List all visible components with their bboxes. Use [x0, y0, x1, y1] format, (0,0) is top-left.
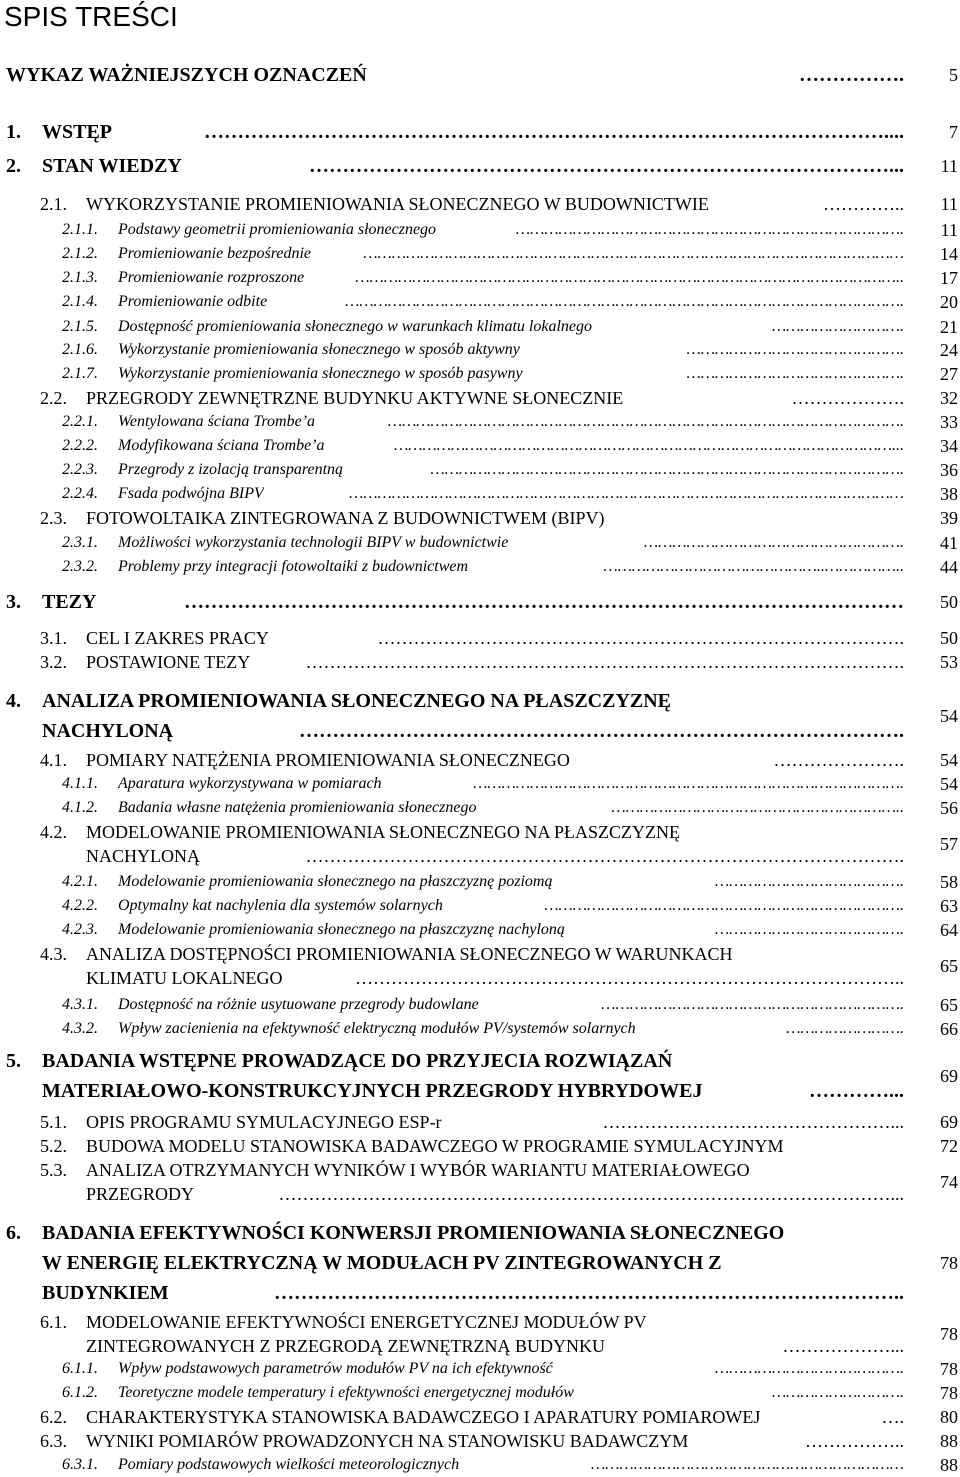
- toc-entry[interactable]: [0, 315, 960, 339]
- toc-entry[interactable]: [0, 1046, 960, 1106]
- toc-entry[interactable]: [0, 338, 960, 362]
- toc-entry-page: 32: [940, 388, 958, 408]
- toc-entry-number: 6.1.1.: [62, 1360, 98, 1377]
- toc-entry-title: BUDYNKIEM: [42, 1282, 169, 1304]
- toc-entry-page: 88: [940, 1455, 958, 1475]
- toc-entry-page: 34: [940, 436, 958, 456]
- toc-entry[interactable]: [0, 555, 960, 579]
- toc-entry-title: Dostępność promieniowania słonecznego w warunkach klimatu lokalnego: [118, 318, 593, 335]
- toc-entry-title: BADANIA EFEKTYWNOŚCI KONWERSJI PROMIENIOWANIA SŁONECZNEGO: [42, 1222, 785, 1244]
- toc-entry-title: Badania własne natężenia promieniowania słonecznego: [118, 799, 477, 816]
- toc-entry-title: KLIMATU LOKALNEGO: [86, 968, 283, 988]
- toc-entry[interactable]: [0, 62, 960, 88]
- toc-entry-title: Wentylowana ściana Trombe’a: [118, 413, 316, 430]
- toc-entry-leader: ………………………………………………………………………………..: [355, 968, 904, 988]
- toc-entry-page: 69: [940, 1112, 958, 1132]
- toc-entry-number: 6.1.2.: [62, 1384, 98, 1401]
- toc-entry[interactable]: [0, 290, 960, 314]
- toc-entry[interactable]: [0, 218, 960, 242]
- toc-entry-page: 88: [940, 1431, 958, 1451]
- toc-entry-title: Aparatura wykorzystywana w pomiarach: [118, 775, 382, 792]
- toc-entry-page: 63: [940, 896, 958, 916]
- toc-entry-leader: ……………………………………………………..: [611, 799, 904, 816]
- toc-entry-leader: ……………………………………………………………………………….: [299, 720, 904, 742]
- toc-entry-leader: ……………………………………………………………………………………………….: [387, 413, 904, 430]
- toc-entry[interactable]: [0, 1134, 960, 1158]
- toc-entry-page: 7: [949, 122, 958, 142]
- toc-entry[interactable]: [0, 796, 960, 820]
- toc-entry-leader: ……………………………………………………………………………………………...: [394, 437, 904, 454]
- toc-entry-leader: …………………………………………………………………………………………...: [278, 1184, 904, 1204]
- toc-entry-number: 2.1.: [40, 194, 67, 214]
- toc-entry-page: 56: [940, 798, 958, 818]
- toc-entry-title: W ENERGIĘ ELEKTRYCZNĄ W MODUŁACH PV ZINTEGROWANYCH Z: [42, 1252, 722, 1274]
- toc-entry-page: 50: [940, 628, 958, 648]
- toc-entry-title: TEZY: [42, 591, 97, 613]
- toc-entry-page: 14: [940, 244, 958, 264]
- toc-entry-number: 2.3.: [40, 508, 67, 528]
- toc-entry-title: Promieniowanie bezpośrednie: [118, 245, 312, 262]
- toc-entry-leader: ……………….: [791, 388, 904, 408]
- toc-entry-page: 33: [940, 412, 958, 432]
- toc-entry[interactable]: [0, 1381, 960, 1405]
- toc-entry-page: 65: [940, 956, 958, 976]
- toc-entry[interactable]: [0, 1310, 960, 1358]
- toc-entry-page: 65: [940, 995, 958, 1015]
- toc-entry[interactable]: [0, 1110, 960, 1134]
- toc-entry-number: 4.2.1.: [62, 873, 98, 890]
- toc-entry[interactable]: [0, 410, 960, 434]
- toc-entry[interactable]: [0, 266, 960, 290]
- toc-entry-title: Podstawy geometrii promieniowania słonecznego: [118, 221, 437, 238]
- toc-entry-number: 2.2.1.: [62, 413, 98, 430]
- toc-entry-number: 5.1.: [40, 1112, 67, 1132]
- toc-entry-leader: …………….: [799, 64, 904, 86]
- toc-entry-number: 5.3.: [40, 1160, 67, 1180]
- toc-entry-title: STAN WIEDZY: [42, 155, 182, 177]
- toc-entry-page: 78: [940, 1324, 958, 1344]
- toc-entry[interactable]: [0, 1218, 960, 1308]
- toc-entry-title: Wykorzystanie promieniowania słonecznego w sposób pasywny: [118, 365, 523, 382]
- toc-entry-title: Modelowanie promieniowania słonecznego na płaszczyznę nachyloną: [118, 921, 565, 938]
- toc-entry-title: Możliwości wykorzystania technologii BIPV w budownictwie: [118, 534, 509, 551]
- toc-entry-number: 4.1.: [40, 750, 67, 770]
- toc-entry-title: Problemy przy integracji fotowoltaiki z budownictwem: [118, 558, 469, 575]
- toc-entry[interactable]: [0, 434, 960, 458]
- toc-entry[interactable]: [0, 1453, 960, 1477]
- toc-entry-title: NACHYLONĄ: [86, 846, 200, 866]
- toc-entry-title: CHARAKTERYSTYKA STANOWISKA BADAWCZEGO I APARATURY POMIAROWEJ: [86, 1407, 761, 1427]
- toc-entry[interactable]: [0, 1429, 960, 1453]
- toc-entry-title: ZINTEGROWANYCH Z PRZEGRODĄ ZEWNĘTRZNĄ BUDYNKU: [86, 1336, 605, 1356]
- toc-entry-number: 6.1.: [40, 1312, 67, 1332]
- toc-entry-title: CEL I ZAKRES PRACY: [86, 628, 269, 648]
- toc-entry-leader: ……………………………………….: [686, 365, 904, 382]
- toc-entry-title: Przegrody z izolacją transparentną: [118, 461, 344, 478]
- toc-entry-title: Teoretyczne modele temperatury i efektywności energetycznej modułów: [118, 1384, 574, 1401]
- toc-entry-leader: …………………………………………………………………………….: [377, 628, 904, 648]
- toc-entry-page: 58: [940, 872, 958, 892]
- toc-entry-page: 80: [940, 1407, 958, 1427]
- toc-entry-leader: ……………………………………………………………………….: [515, 221, 904, 238]
- toc-entry-page: 5: [949, 65, 958, 85]
- toc-entry[interactable]: [0, 531, 960, 555]
- toc-entry-title: MODELOWANIE PROMIENIOWANIA SŁONECZNEGO NA PŁASZCZYZNĘ: [86, 822, 680, 842]
- toc-entry-number: 4.: [6, 690, 21, 712]
- toc-entry-leader: …………………………………………………………………………………..: [274, 1282, 904, 1304]
- toc-entry[interactable]: [0, 458, 960, 482]
- toc-entry[interactable]: [0, 362, 960, 386]
- toc-entry-page: 44: [940, 557, 958, 577]
- toc-entry-number: 4.3.2.: [62, 1020, 98, 1037]
- toc-entry-leader: ……………………….: [771, 318, 904, 335]
- toc-entry-title: Promieniowanie odbite: [118, 293, 268, 310]
- toc-entry-leader: ….: [881, 1407, 904, 1427]
- toc-entry-number: 2.2.3.: [62, 461, 98, 478]
- toc-entry[interactable]: [0, 870, 960, 894]
- toc-entry[interactable]: [0, 1158, 960, 1206]
- toc-entry-leader: …………...: [809, 1080, 904, 1102]
- toc-entry-page: 78: [940, 1359, 958, 1379]
- toc-entry-number: 2.1.7.: [62, 365, 98, 382]
- toc-entry-title: Wpływ zacienienia na efektywność elektryczną modułów PV/systemów solarnych: [118, 1020, 636, 1037]
- toc-entry-number: 3.1.: [40, 628, 67, 648]
- toc-entry-page: 21: [940, 317, 958, 337]
- toc-entry-number: 1.: [6, 121, 21, 143]
- toc-entry-number: 6.: [6, 1222, 21, 1244]
- toc-entry-page: 24: [940, 340, 958, 360]
- toc-entry[interactable]: [0, 1357, 960, 1381]
- toc-entry-leader: ………………………………….: [715, 1360, 904, 1377]
- toc-entry-leader: ……………………………………………….: [643, 534, 904, 551]
- toc-entry-number: 4.1.1.: [62, 775, 98, 792]
- toc-entry-title: POMIARY NATĘŻENIA PROMIENIOWANIA SŁONECZNEGO: [86, 750, 570, 770]
- toc-entry-title: WYKORZYSTANIE PROMIENIOWANIA SŁONECZNEGO W BUDOWNICTWIE: [86, 194, 709, 214]
- toc-entry-leader: ……………………………………………………………………………………….: [305, 652, 904, 672]
- toc-entry-page: 11: [940, 156, 958, 176]
- toc-entry-page: 11: [940, 220, 958, 240]
- toc-entry[interactable]: [0, 121, 960, 143]
- toc-entry-title: FOTOWOLTAIKA ZINTEGROWANA Z BUDOWNICTWEM (BIPV): [86, 508, 605, 528]
- toc-entry-leader: ……………………………………….: [686, 341, 904, 358]
- toc-entry[interactable]: [0, 386, 960, 410]
- toc-entry-number: 2.1.4.: [62, 293, 98, 310]
- toc-entry-leader: ……………………………………………………………………………………………………..: [355, 269, 904, 286]
- toc-entry-page: 36: [940, 460, 958, 480]
- toc-entry-title: Promieniowanie rozproszone: [118, 269, 305, 286]
- toc-entry-title: Pomiary podstawowych wielkości meteorologicznych: [118, 1456, 460, 1473]
- toc-entry-number: 3.2.: [40, 652, 67, 672]
- toc-entry-title: Modyfikowana ściana Trombe’a: [118, 437, 325, 454]
- toc-entry-title: BADANIA WSTĘPNE PROWADZĄCE DO PRZYJECIA ROZWIĄZAŃ: [42, 1050, 673, 1072]
- toc-entry[interactable]: [0, 942, 960, 990]
- toc-entry-leader: ……………………………………………………………………………………….: [305, 846, 904, 866]
- toc-entry-number: 4.2.2.: [62, 897, 98, 914]
- toc-entry-title: NACHYLONĄ: [42, 720, 174, 742]
- toc-entry-title: BUDOWA MODELU STANOWISKA BADAWCZEGO W PROGRAMIE SYMULACYJNYM: [86, 1136, 784, 1156]
- toc-entry-title: POSTAWIONE TEZY: [86, 652, 251, 672]
- toc-entry-leader: …………………………………………………………………………………………....: [204, 121, 904, 143]
- toc-entry-number: 5.2.: [40, 1136, 67, 1156]
- toc-entry-number: 4.3.1.: [62, 996, 98, 1013]
- toc-entry-title: OPIS PROGRAMU SYMULACYJNEGO ESP-r: [86, 1112, 442, 1132]
- page-title: SPIS TREŚCI: [4, 1, 178, 32]
- toc-entry-number: 4.3.: [40, 944, 67, 964]
- toc-entry-leader: ……………………………………………………….: [601, 996, 904, 1013]
- toc-entry-number: 2.1.5.: [62, 318, 98, 335]
- toc-entry[interactable]: [0, 993, 960, 1017]
- toc-entry-leader: …………………………………………...: [602, 1112, 904, 1132]
- toc-entry-title: ANALIZA OTRZYMANYCH WYNIKÓW I WYBÓR WARIANTU MATERIAŁOWEGO: [86, 1160, 750, 1180]
- toc-entry[interactable]: [0, 626, 960, 650]
- toc-entry-page: 78: [940, 1253, 958, 1273]
- toc-entry[interactable]: [0, 155, 960, 177]
- toc-entry-page: 38: [940, 484, 958, 504]
- toc-entry-page: 78: [940, 1383, 958, 1403]
- toc-entry-leader: …………..: [823, 194, 904, 214]
- toc-entry-number: 2.: [6, 155, 21, 177]
- toc-entry-leader: ………………………………….: [715, 873, 904, 890]
- toc-entry[interactable]: [0, 506, 960, 530]
- toc-entry-number: 4.2.3.: [62, 921, 98, 938]
- toc-entry[interactable]: [0, 772, 960, 796]
- toc-entry-number: 2.2.4.: [62, 485, 98, 502]
- toc-entry-page: 54: [940, 750, 958, 770]
- toc-entry-number: 4.1.2.: [62, 799, 98, 816]
- toc-entry-page: 74: [940, 1172, 958, 1192]
- toc-entry[interactable]: [0, 242, 960, 266]
- toc-entry-leader: …………………….: [786, 1020, 904, 1037]
- toc-entry[interactable]: [0, 894, 960, 918]
- toc-entry-page: 41: [940, 533, 958, 553]
- toc-entry[interactable]: [0, 590, 960, 614]
- toc-entry-number: 2.1.2.: [62, 245, 98, 262]
- toc-entry-title: Dostępność na różnie usytuowane przegrody budowlane: [118, 996, 479, 1013]
- toc-entry-title: ANALIZA PROMIENIOWANIA SŁONECZNEGO NA PŁASZCZYZNĘ: [42, 690, 672, 712]
- toc-entry-number: 4.2.: [40, 822, 67, 842]
- toc-entry-title: Fsada podwójna BIPV: [118, 485, 264, 502]
- toc-entry-number: 3.: [6, 591, 21, 613]
- toc-entry-leader: ……………………….: [771, 1384, 904, 1401]
- toc-entry-title: MATERIAŁOWO-KONSTRUKCYJNYCH PRZEGRODY HYBRYDOWEJ: [42, 1080, 703, 1102]
- toc-entry-number: 2.3.1.: [62, 534, 98, 551]
- toc-entry-title: PRZEGRODY ZEWNĘTRZNE BUDYNKU AKTYWNE SŁONECZNIE: [86, 388, 624, 408]
- toc-entry-leader: ………………………………………………………………………………………………………: [349, 485, 904, 502]
- toc-entry-page: 11: [940, 194, 958, 214]
- toc-entry[interactable]: [0, 820, 960, 868]
- toc-entry-page: 64: [940, 920, 958, 940]
- toc-entry-page: 39: [940, 508, 958, 528]
- toc-entry-leader: ……………………………………………………………………………………….: [430, 461, 904, 478]
- toc-entry-page: 53: [940, 652, 958, 672]
- toc-entry-title: WYNIKI POMIARÓW PROWADZONYCH NA STANOWISKU BADAWCZYM: [86, 1431, 689, 1451]
- toc-entry-leader: ………………………………………..……………..: [603, 558, 904, 575]
- toc-entry[interactable]: [0, 482, 960, 506]
- toc-entry-number: 2.1.3.: [62, 269, 98, 286]
- toc-entry-leader: ……………………………………………………………………………...: [309, 155, 904, 177]
- toc-entry-number: 2.2.: [40, 388, 67, 408]
- toc-entry-leader: ……………………………………………………………………………………………………: [363, 245, 904, 262]
- toc-entry-title: WSTĘP: [42, 121, 113, 143]
- toc-entry[interactable]: [0, 192, 960, 216]
- toc-entry-title: MODELOWANIE EFEKTYWNOŚCI ENERGETYCZNEJ MODUŁÓW PV: [86, 1312, 647, 1332]
- toc-entry-page: 50: [940, 592, 958, 612]
- toc-entry-page: 72: [940, 1136, 958, 1156]
- toc-entry-leader: ……………………………………………………………………………….: [473, 775, 904, 792]
- toc-entry-leader: ……………………………………………………………………………………………………….: [345, 293, 904, 310]
- toc-entry-title: Wykorzystanie promieniowania słonecznego w sposób aktywny: [118, 341, 520, 358]
- toc-entry-leader: ………………………………………………………………………………………………: [184, 591, 904, 613]
- toc-entry-page: 54: [940, 706, 958, 726]
- toc-entry-title: WYKAZ WAŻNIEJSZYCH OZNACZEŃ: [6, 64, 367, 86]
- toc-entry-leader: …………………………………………………………: [591, 1456, 904, 1473]
- toc-entry-number: 2.1.1.: [62, 221, 98, 238]
- toc-entry[interactable]: [0, 918, 960, 942]
- toc-entry-number: 6.3.: [40, 1431, 67, 1451]
- toc-entry-number: 2.2.2.: [62, 437, 98, 454]
- toc-entry-page: 27: [940, 364, 958, 384]
- toc-entry-leader: ………………………………………………………………….: [544, 897, 904, 914]
- toc-entry-page: 66: [940, 1019, 958, 1039]
- toc-entry-number: 6.2.: [40, 1407, 67, 1427]
- toc-entry-leader: ……………..: [805, 1431, 904, 1451]
- toc-entry-leader: ………………...: [782, 1336, 904, 1356]
- toc-entry-number: 6.3.1.: [62, 1456, 98, 1473]
- toc-entry-number: 5.: [6, 1050, 21, 1072]
- toc-entry[interactable]: [0, 1017, 960, 1041]
- toc-entry-title: Optymalny kat nachylenia dla systemów solarnych: [118, 897, 443, 914]
- toc-entry-title: PRZEGRODY: [86, 1184, 195, 1204]
- toc-entry-page: 54: [940, 774, 958, 794]
- toc-entry-title: Wpływ podstawowych parametrów modułów PV na ich efektywność: [118, 1360, 553, 1377]
- toc-entry[interactable]: [0, 686, 960, 746]
- toc-entry-title: ANALIZA DOSTĘPNOŚCI PROMIENIOWANIA SŁONECZNEGO W WARUNKACH: [86, 944, 733, 964]
- toc-entry-page: 69: [940, 1066, 958, 1086]
- toc-entry[interactable]: [0, 650, 960, 674]
- toc-entry-page: 17: [940, 268, 958, 288]
- toc-entry[interactable]: [0, 1405, 960, 1429]
- toc-entry-number: 2.1.6.: [62, 341, 98, 358]
- toc-entry-title: Modelowanie promieniowania słonecznego na płaszczyznę poziomą: [118, 873, 553, 890]
- toc-entry-leader: ………………….: [773, 750, 904, 770]
- toc-entry-number: 2.3.2.: [62, 558, 98, 575]
- toc-entry-page: 57: [940, 834, 958, 854]
- toc-entry[interactable]: [0, 748, 960, 772]
- toc-entry-page: 20: [940, 292, 958, 312]
- toc-entry-leader: ………………………………….: [715, 921, 904, 938]
